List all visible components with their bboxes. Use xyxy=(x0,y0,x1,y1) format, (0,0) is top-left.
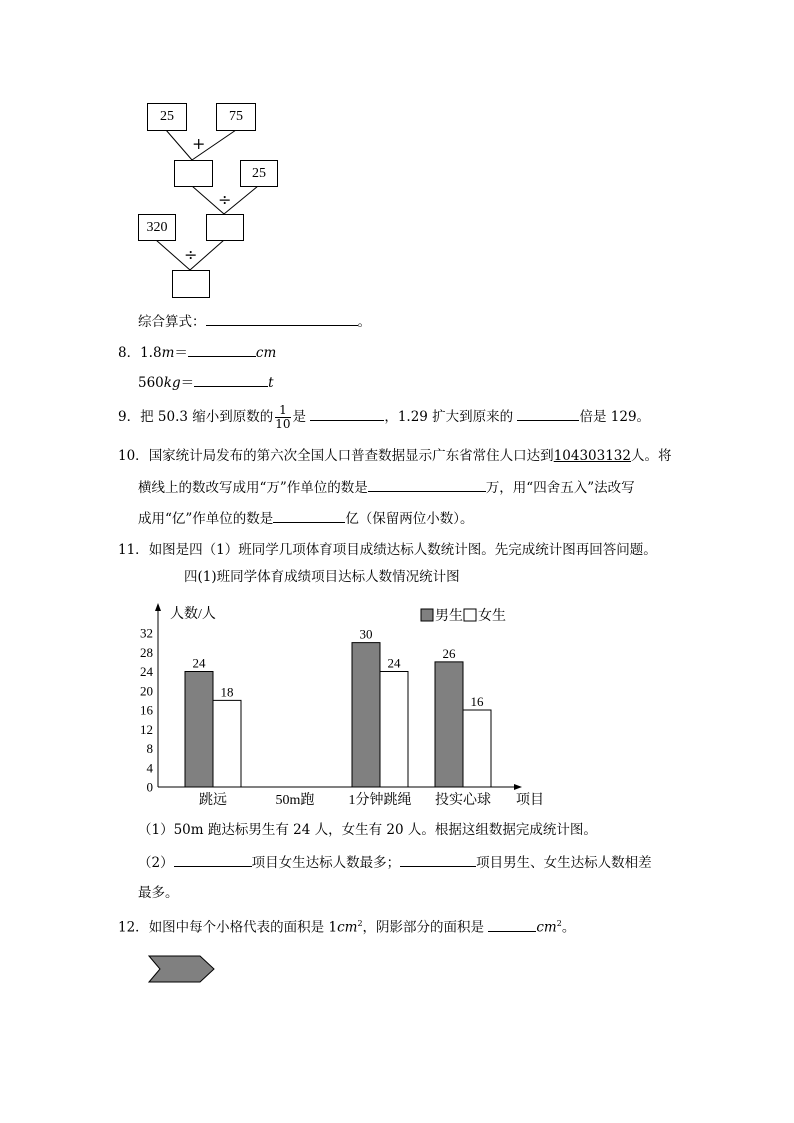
tree-box-result-blank[interactable] xyxy=(172,270,210,298)
legend-label-girls: 女生 xyxy=(478,609,506,624)
q8-value-1: 1.8 xyxy=(140,345,162,361)
q10-text-6: 亿（保留两位小数）。 xyxy=(345,511,474,527)
q9-text-1: 把 50.3 缩小到原数的 xyxy=(140,409,274,425)
q9-text-2: 是 xyxy=(292,409,307,425)
x-axis-arrow xyxy=(514,784,522,790)
q11-number: 11． xyxy=(118,542,149,558)
legend-swatch-boys xyxy=(421,609,433,621)
bar-chart xyxy=(120,595,560,810)
calc-tree-lines xyxy=(0,0,300,300)
y-axis-arrow xyxy=(155,603,161,611)
y-tick-label: 20 xyxy=(140,683,153,699)
q8-line2 xyxy=(138,372,274,393)
legend-swatch-girls xyxy=(464,609,476,621)
q10-text-2: 人。将 xyxy=(631,448,672,464)
chart-bars xyxy=(185,643,491,787)
q8-unit-t: t xyxy=(268,375,274,391)
q11-answer-blank-1[interactable] xyxy=(174,852,252,867)
bar-girls xyxy=(380,672,408,788)
q11-sub2-text-3: 最多。 xyxy=(138,885,179,901)
q9-answer-blank-2[interactable] xyxy=(517,406,579,421)
divide-sign-1: ÷ xyxy=(218,190,232,209)
bar-girls xyxy=(213,700,241,787)
tree-box-quotient-blank[interactable] xyxy=(206,214,244,241)
q7-label: 综合算式： xyxy=(138,314,206,330)
y-tick-label: 4 xyxy=(146,760,153,776)
bar-value-label: 30 xyxy=(359,626,373,642)
q12-answer-blank[interactable] xyxy=(488,917,536,932)
y-tick-label: 32 xyxy=(140,625,153,641)
q12-text-3: 。 xyxy=(561,919,576,936)
tree-box-value: 25 xyxy=(252,166,266,181)
q12-unit-sup-2: 2 xyxy=(556,919,562,928)
y-axis-label: 人数/人 xyxy=(170,607,216,622)
bar-boys xyxy=(352,643,380,787)
q10-text-3: 横线上的数改写成用“万”作单位的数是 xyxy=(138,480,368,496)
divide-sign-2: ÷ xyxy=(184,245,198,264)
q11-answer-blank-2[interactable] xyxy=(400,852,476,867)
q8-unit-cm: cm xyxy=(255,345,277,361)
q11-text: 如图是四（1）班同学几项体育项目成绩达标人数统计图。先完成统计图再回答问题。 xyxy=(148,542,657,558)
q8-equals-2: ＝ xyxy=(180,375,195,391)
q9-text-4: 倍是 129。 xyxy=(579,409,651,425)
q11-sub1-text: （1）50m 跑达标男生有 24 人，女生有 20 人。根据这组数据完成统计图。 xyxy=(138,822,597,838)
y-tick-label: 0 xyxy=(146,779,153,795)
y-tick-label: 16 xyxy=(140,702,153,718)
q12-text-2: ，阴影部分的面积是 xyxy=(362,919,485,936)
q11-sub2-cont xyxy=(138,883,179,903)
shaded-arrow-shape xyxy=(148,955,218,985)
q10-answer-blank-1[interactable] xyxy=(368,477,486,492)
q9-text-3: ，1.29 扩大到原来的 xyxy=(384,409,514,425)
x-tick-label: 投实心球 xyxy=(435,793,491,808)
y-tick-label: 8 xyxy=(146,741,153,756)
q7-answer-blank[interactable] xyxy=(206,311,358,326)
q8-answer-blank-2[interactable] xyxy=(194,372,268,387)
plus-sign: + xyxy=(192,134,206,153)
q12-unit-sup: 2 xyxy=(357,919,363,928)
q10-line1 xyxy=(118,446,672,466)
bar-value-label: 24 xyxy=(387,655,401,671)
q8-equals-1: ＝ xyxy=(174,345,188,361)
chart-title: 四(1)班同学体育成绩项目达标人数情况统计图 xyxy=(184,569,460,585)
y-tick-label: 24 xyxy=(140,664,153,679)
q8-number: 8． xyxy=(118,345,141,361)
q11-sub2-text-1: 项目女生达标人数最多； xyxy=(251,855,401,871)
y-tick-label: 28 xyxy=(140,644,153,660)
q9-number: 9． xyxy=(118,409,141,425)
bar-girls xyxy=(463,710,491,787)
q11-line xyxy=(118,540,657,560)
q9-answer-blank-1[interactable] xyxy=(310,406,384,421)
q10-text-4: 万，用“四舍五入”法改写 xyxy=(485,480,635,496)
fraction-denominator: 10 xyxy=(275,417,291,431)
q11-sub2 xyxy=(138,852,652,873)
bar-value-label: 16 xyxy=(470,694,484,709)
q8-value-2: 560 xyxy=(138,375,164,391)
tree-box-25-top xyxy=(147,103,187,131)
x-tick-label: 跳远 xyxy=(199,793,227,808)
legend-label-boys: 男生 xyxy=(435,609,463,624)
q8-unit-m: m xyxy=(161,345,175,361)
tree-box-value: 25 xyxy=(160,109,174,124)
tree-box-value: 75 xyxy=(229,109,243,124)
q10-population-number: 104303132 xyxy=(553,448,631,464)
q12-text-1: 如图中每个小格代表的面积是 1 xyxy=(148,919,338,936)
q7-line xyxy=(138,311,371,332)
q12-line xyxy=(118,914,575,938)
q11-sub2-text-2: 项目男生、女生达标人数相差 xyxy=(476,855,652,871)
tree-box-25-right xyxy=(240,160,278,187)
q12-unit-cm-2: cm xyxy=(536,919,557,936)
q10-number: 10． xyxy=(118,448,149,464)
bar-boys xyxy=(435,662,463,787)
q10-line3 xyxy=(138,508,474,529)
bar-boys xyxy=(185,672,213,788)
fraction-one-tenth xyxy=(275,404,290,431)
q10-text-5: 成用“亿”作单位的数是 xyxy=(138,511,274,527)
tree-box-sum-blank[interactable] xyxy=(174,160,213,187)
q11-sub2-prefix: （2） xyxy=(138,855,174,871)
q10-line2 xyxy=(138,477,635,498)
q8-unit-kg: kg xyxy=(163,375,181,391)
tree-box-320 xyxy=(138,214,176,241)
x-tick-label: 1分钟跳绳 xyxy=(348,793,412,808)
bar-value-label: 18 xyxy=(220,684,234,700)
y-tick-label: 12 xyxy=(140,721,153,737)
q8-line1 xyxy=(118,342,276,363)
q12-unit-cm: cm xyxy=(337,919,358,936)
q10-answer-blank-2[interactable] xyxy=(273,508,345,523)
q8-answer-blank-1[interactable] xyxy=(188,342,256,357)
q7-tail: 。 xyxy=(357,314,371,330)
fraction-numerator: 1 xyxy=(275,404,290,418)
q10-text-1: 国家统计局发布的第六次全国人口普查数据显示广东省常住人口达到 xyxy=(148,448,554,464)
tree-box-75 xyxy=(216,103,256,131)
q9-line xyxy=(118,403,650,431)
tree-box-value: 320 xyxy=(146,220,168,235)
x-tick-label: 50m跑 xyxy=(275,793,315,808)
q11-sub1 xyxy=(138,820,597,840)
q12-number: 12． xyxy=(118,919,149,936)
x-axis-label: 项目 xyxy=(516,793,544,808)
bar-value-label: 26 xyxy=(442,645,456,661)
bar-value-label: 24 xyxy=(192,655,206,671)
